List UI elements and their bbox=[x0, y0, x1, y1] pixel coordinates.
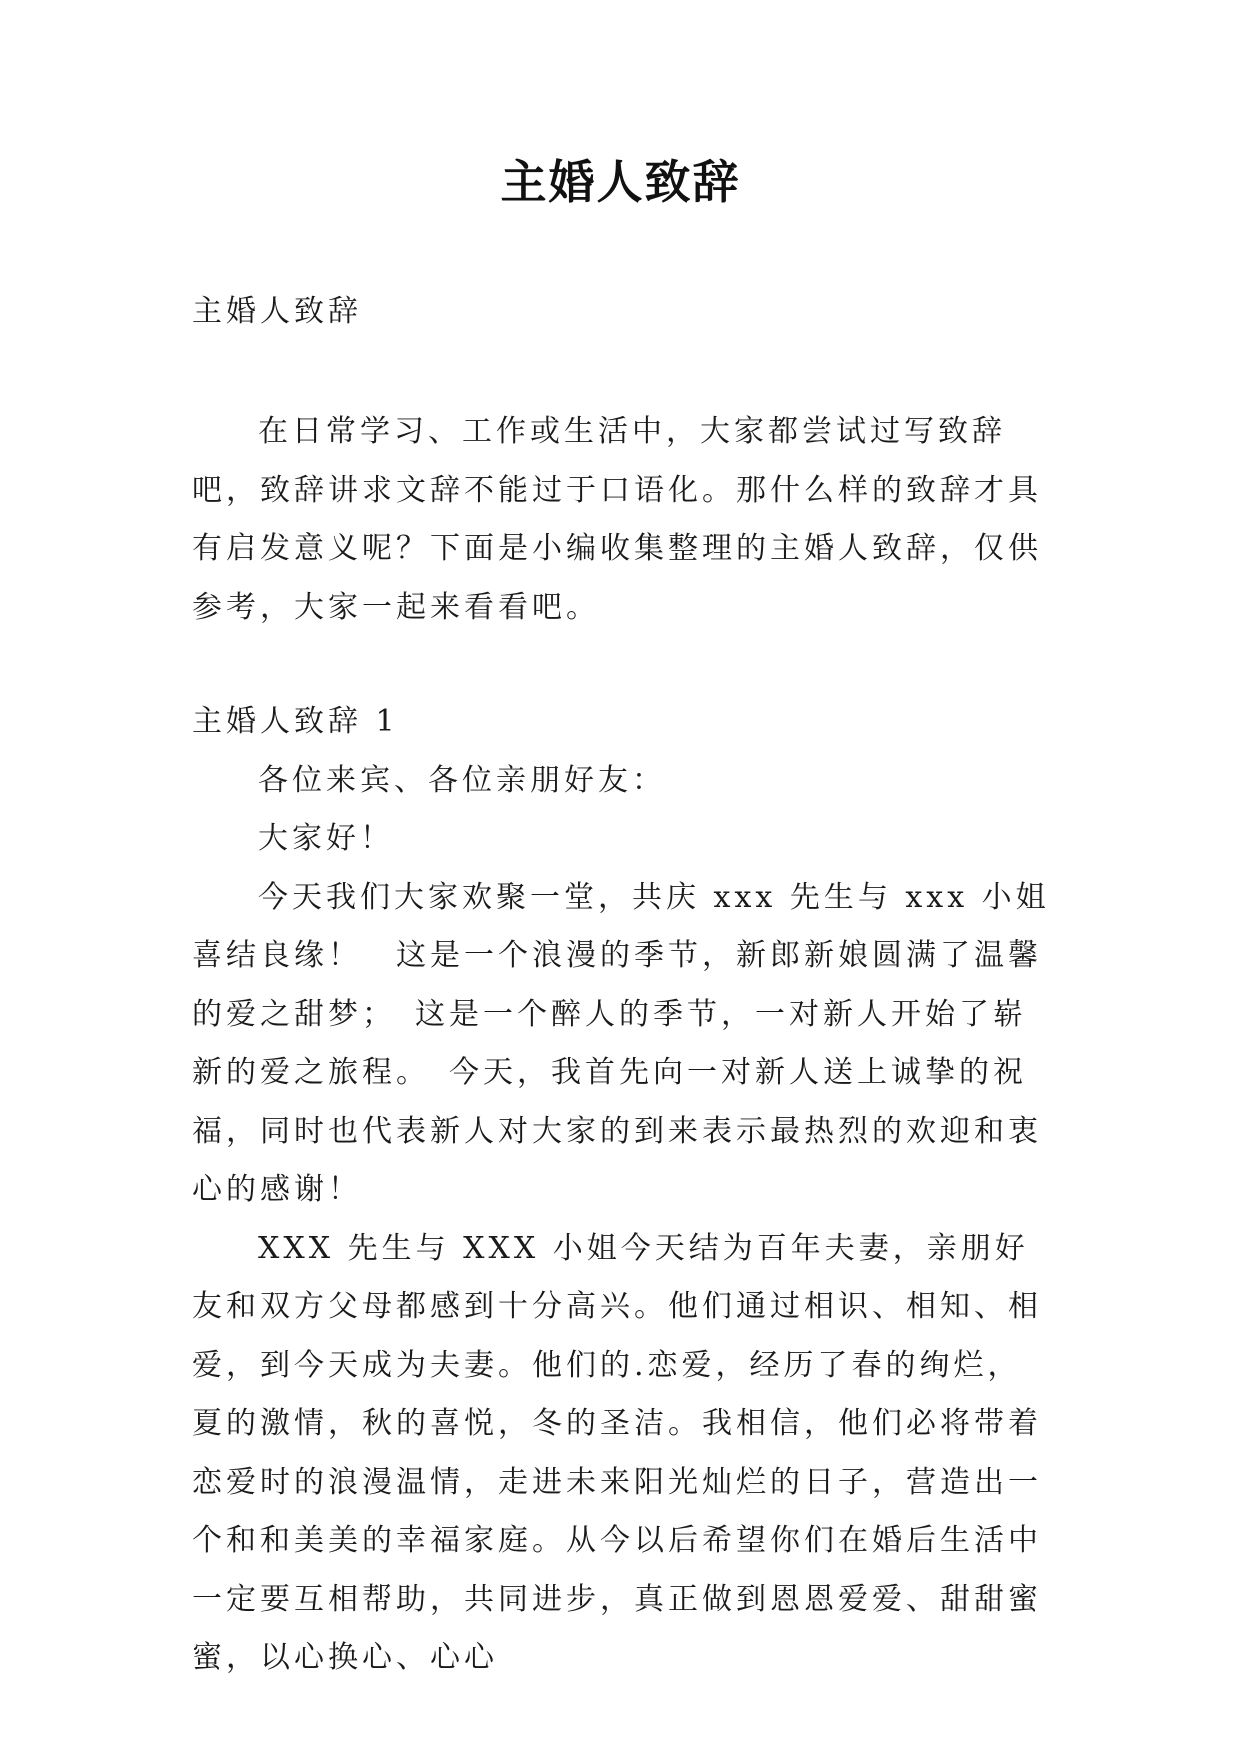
greeting-line: 各位来宾、各位亲朋好友： bbox=[258, 762, 666, 798]
intro-section bbox=[192, 403, 1052, 637]
intro-paragraph: 在日常学习、工作或生活中，大家都尝试过写致辞吧，致辞讲求文辞不能过于口语化。那什么样的致辞才具有启发意义呢？下面是小编收集整理的主婚人致辞，仅供参考，大家一起来看看吧。 bbox=[192, 414, 1042, 625]
hello-line: 大家好！ bbox=[258, 821, 394, 856]
document-title: 主婚人致辞 bbox=[500, 155, 741, 209]
speech-paragraph-2: XXX 先生与 XXX 小姐今天结为百年夫妻，亲朋好友和双方父母都感到十分高兴。他们通过相识、相知、相爱，到今天成为夫妻。他们的.恋爱，经历了春的绚烂，夏的激情，秋的喜悦，冬的圣洁。我相信，他们必将带着恋爱时的浪漫温情，走进未来阳光灿烂的日子，营造出一个和和美美的幸福家庭。从今以后希望你们在婚后生活中一定要互相帮助，共同进步，真正做到恩恩爱爱、甜甜蜜蜜，以心换心、心心 bbox=[192, 1230, 1042, 1675]
speech-section bbox=[192, 693, 1052, 1688]
document-subtitle: 主婚人致辞 bbox=[192, 294, 362, 329]
speech-paragraph-1: 今天我们大家欢聚一堂，共庆 xxx 先生与 xxx 小姐喜结良缘！ 这是一个浪漫的季节，新郎新娘圆满了温馨的爱之甜梦； 这是一个醉人的季节，一对新人开始了崭新的爱之旅程。 今天，我首先向一对新人送上诚挚的祝福，同时也代表新人对大家的到来表示最热烈的欢迎和衷心的感谢！ bbox=[192, 879, 1050, 1207]
section-heading: 主婚人致辞 1 bbox=[192, 704, 399, 739]
